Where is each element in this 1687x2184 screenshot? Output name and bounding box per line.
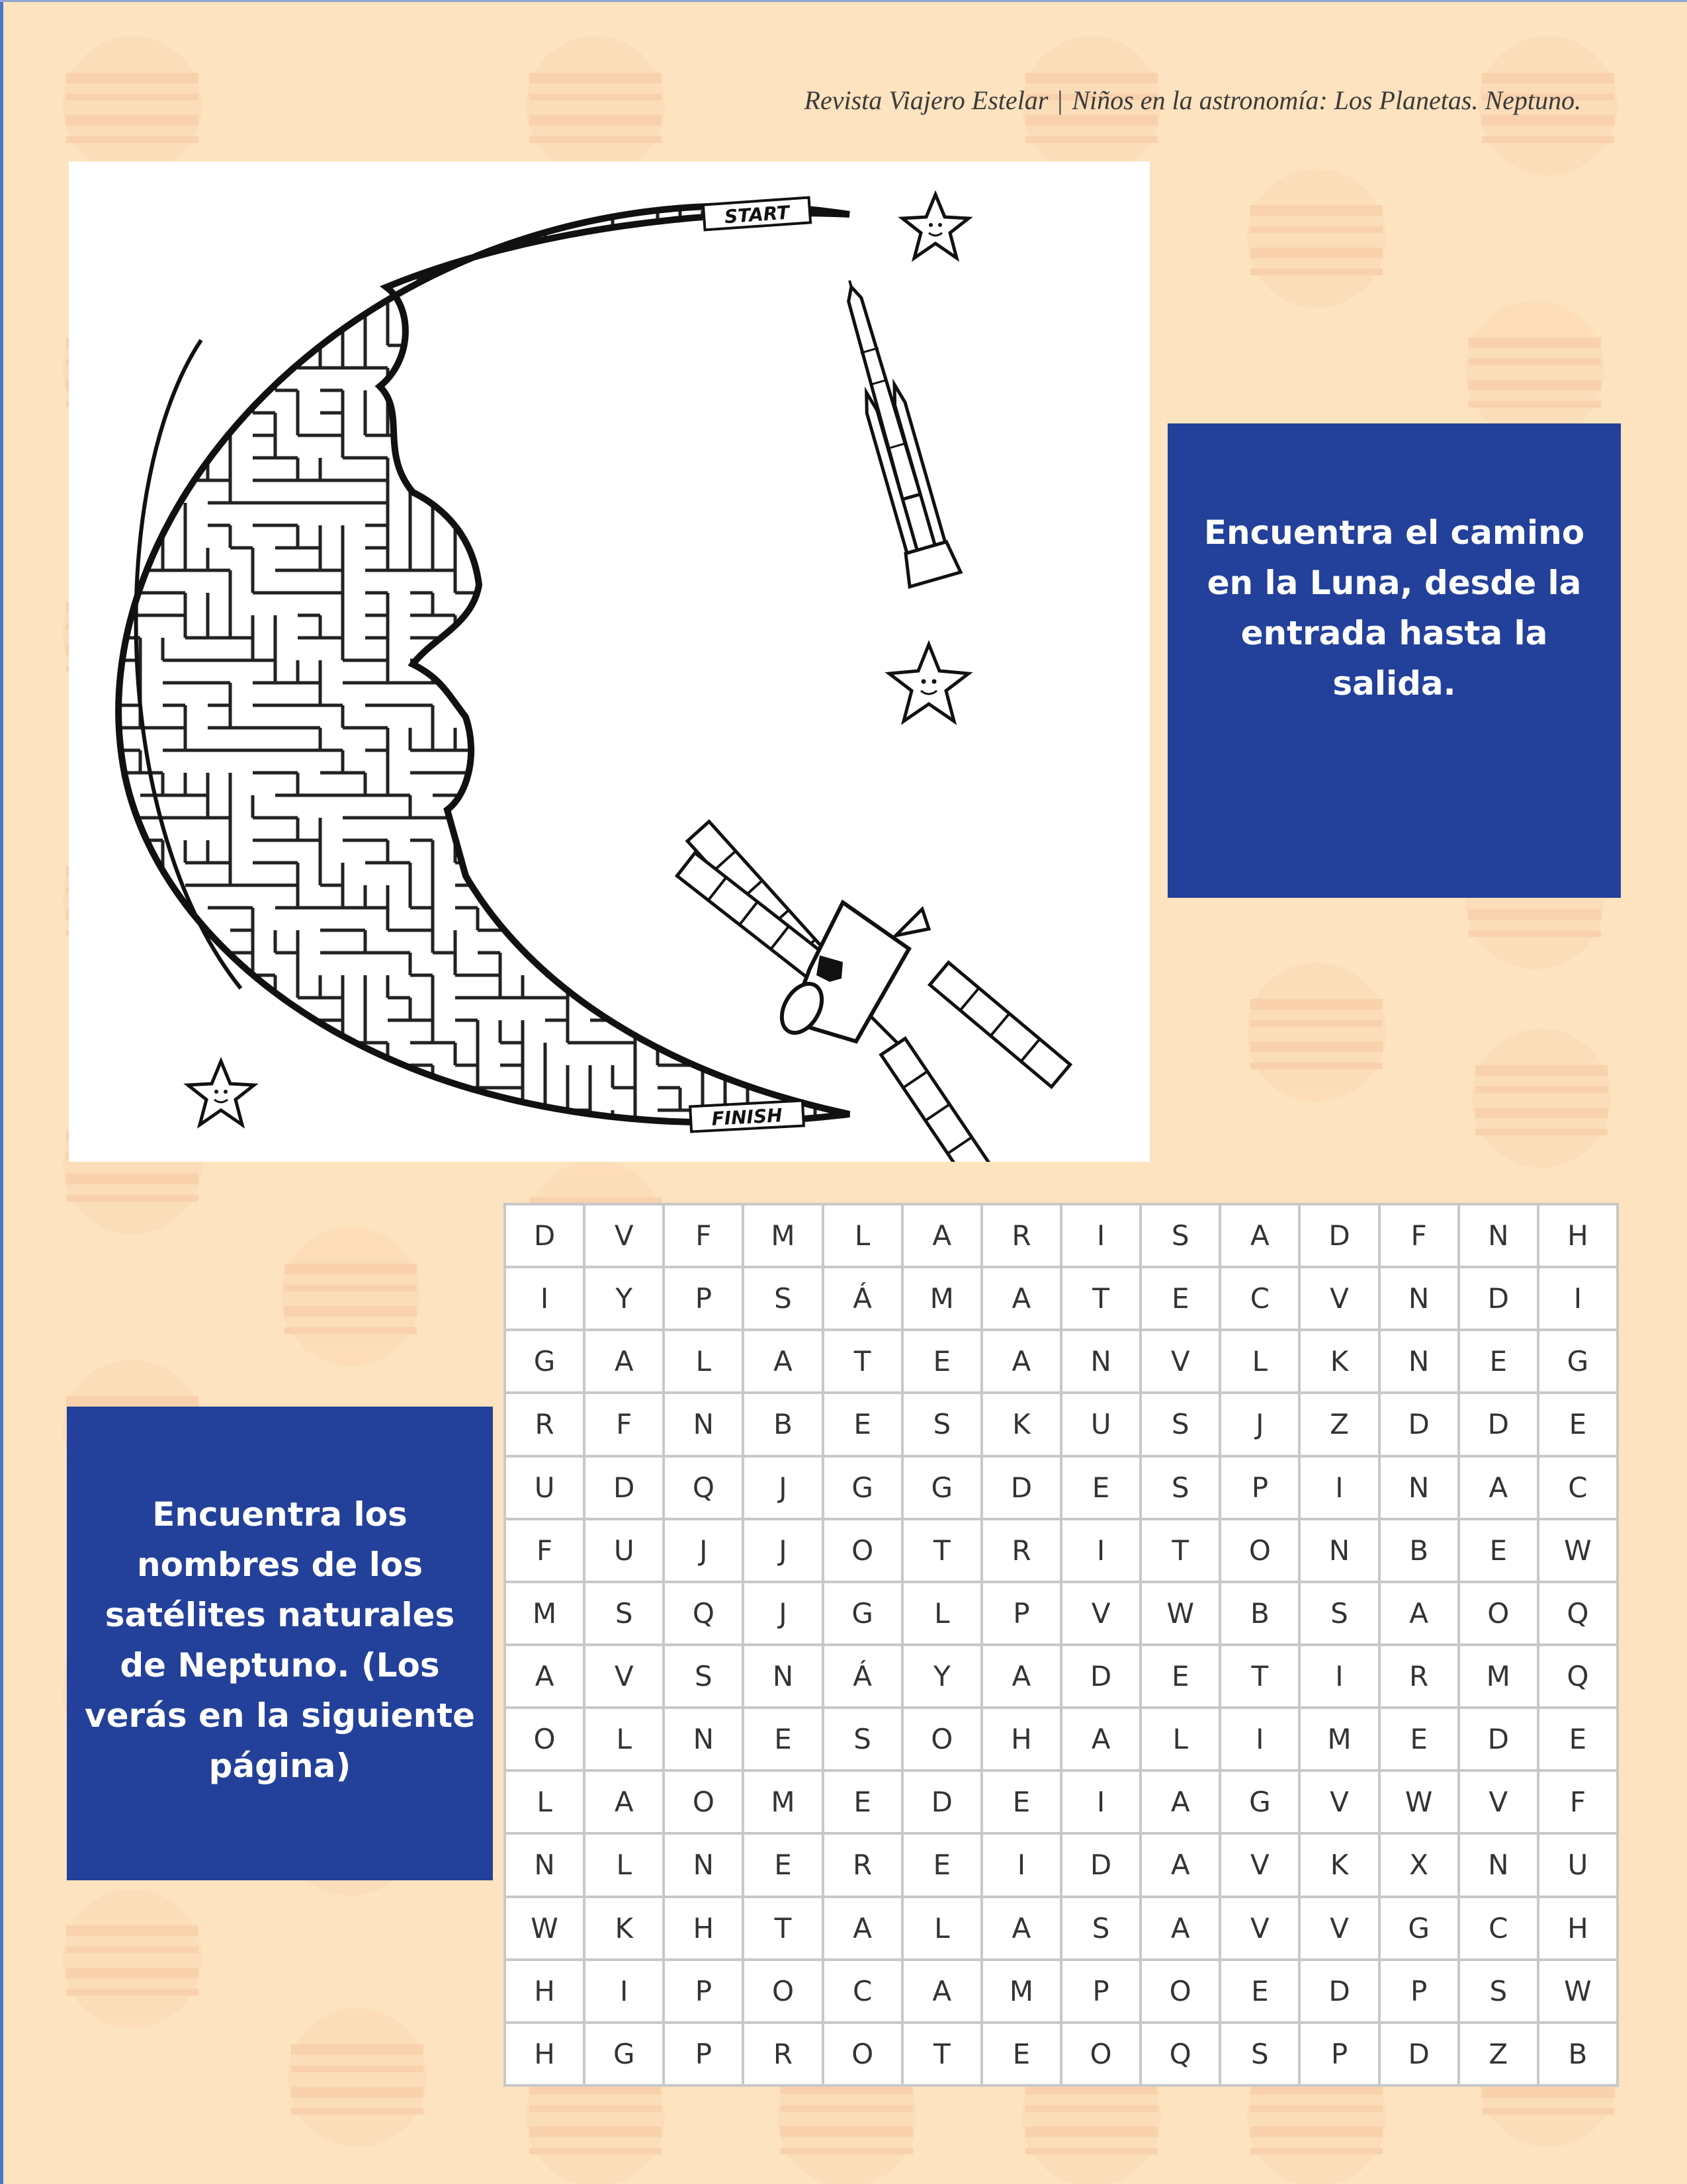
letter-cell[interactable]: A [585, 1772, 662, 1832]
letter-cell[interactable]: L [585, 1835, 662, 1895]
letter-cell[interactable]: E [744, 1835, 821, 1895]
letter-cell[interactable]: M [506, 1583, 583, 1643]
letter-cell[interactable]: E [1539, 1709, 1616, 1769]
letter-cell[interactable]: F [665, 1205, 742, 1266]
letter-cell[interactable]: F [506, 1520, 583, 1581]
letter-cell[interactable]: Y [585, 1268, 662, 1329]
letter-cell[interactable]: K [1301, 1835, 1377, 1895]
planet-decoration [1472, 1029, 1611, 1168]
letter-cell[interactable]: D [1381, 1394, 1457, 1454]
letter-cell[interactable]: P [665, 1961, 742, 2021]
letter-cell[interactable]: N [1381, 1458, 1457, 1518]
letter-cell[interactable]: K [585, 1898, 662, 1958]
letter-cell[interactable]: K [983, 1394, 1060, 1454]
letter-cell[interactable]: S [904, 1394, 980, 1454]
letter-cell[interactable]: Q [1539, 1646, 1616, 1706]
letter-cell[interactable]: L [824, 1205, 901, 1266]
letter-cell[interactable]: T [904, 1520, 980, 1581]
letter-cell[interactable]: D [1460, 1394, 1537, 1454]
letter-cell[interactable]: I [983, 1835, 1060, 1895]
letter-cell[interactable]: D [1381, 2024, 1457, 2084]
letter-cell[interactable]: M [744, 1772, 821, 1832]
letter-cell[interactable]: B [1539, 2024, 1616, 2084]
letter-cell[interactable]: P [1062, 1961, 1139, 2021]
letter-cell[interactable]: V [1062, 1583, 1139, 1643]
letter-cell[interactable]: E [1539, 1394, 1616, 1454]
letter-cell[interactable]: V [1221, 1835, 1298, 1895]
planet-decoration [288, 2008, 427, 2147]
moon-maze-drawing [69, 161, 1150, 1162]
letter-cell[interactable]: A [585, 1331, 662, 1391]
letter-cell[interactable]: I [585, 1961, 662, 2021]
word-search-instructions-box [67, 1407, 493, 1880]
letter-cell[interactable]: B [1381, 1520, 1457, 1581]
letter-cell[interactable]: O [506, 1709, 583, 1769]
letter-cell[interactable]: Á [824, 1646, 901, 1706]
letter-cell[interactable]: D [1301, 1205, 1377, 1266]
letter-cell[interactable]: M [904, 1268, 980, 1329]
letter-cell[interactable]: T [1062, 1268, 1139, 1329]
letter-cell[interactable]: A [1062, 1709, 1139, 1769]
star-bottom-left-icon [188, 1061, 254, 1125]
letter-cell[interactable]: R [983, 1205, 1060, 1266]
letter-cell[interactable]: A [904, 1961, 980, 2021]
letter-cell[interactable]: D [1301, 1961, 1377, 2021]
letter-cell[interactable]: P [1381, 1961, 1457, 2021]
letter-cell[interactable]: B [1221, 1583, 1298, 1643]
page-header [635, 85, 1581, 116]
letter-cell[interactable]: O [904, 1709, 980, 1769]
letter-cell[interactable]: S [665, 1646, 742, 1706]
letter-cell[interactable]: I [1062, 1772, 1139, 1832]
letter-cell[interactable]: E [1460, 1331, 1537, 1391]
letter-cell[interactable]: A [1142, 1772, 1219, 1832]
letter-cell[interactable]: T [744, 1898, 821, 1958]
letter-cell[interactable]: O [1142, 1961, 1219, 2021]
letter-cell[interactable]: Q [1142, 2024, 1219, 2084]
letter-cell[interactable]: S [1142, 1394, 1219, 1454]
letter-cell[interactable]: G [824, 1583, 901, 1643]
letter-cell[interactable]: U [1062, 1394, 1139, 1454]
letter-cell[interactable]: S [1221, 2024, 1298, 2084]
letter-cell[interactable]: P [983, 1583, 1060, 1643]
letter-cell[interactable]: D [585, 1458, 662, 1518]
letter-cell[interactable]: C [1539, 1458, 1616, 1518]
letter-cell[interactable]: M [1460, 1646, 1537, 1706]
letter-cell[interactable]: A [1381, 1583, 1457, 1643]
letter-cell[interactable]: L [585, 1709, 662, 1769]
letter-cell[interactable]: V [585, 1646, 662, 1706]
planet-decoration [281, 1227, 420, 1366]
letter-cell[interactable]: N [665, 1835, 742, 1895]
letter-cell[interactable]: U [585, 1520, 662, 1581]
letter-cell[interactable]: R [824, 1835, 901, 1895]
letter-cell[interactable]: A [983, 1646, 1060, 1706]
letter-cell[interactable]: Y [904, 1646, 980, 1706]
planet-decoration [63, 1889, 202, 2028]
letter-cell[interactable]: D [983, 1458, 1060, 1518]
letter-cell[interactable]: J [744, 1520, 821, 1581]
letter-cell[interactable]: D [1460, 1268, 1537, 1329]
finish-label-plate [690, 1101, 804, 1132]
letter-cell[interactable]: I [506, 1268, 583, 1329]
letter-cell[interactable]: E [983, 2024, 1060, 2084]
letter-cell[interactable]: L [1221, 1331, 1298, 1391]
letter-cell[interactable]: W [1539, 1961, 1616, 2021]
letter-cell[interactable]: N [1062, 1331, 1139, 1391]
letter-cell[interactable]: S [1142, 1458, 1219, 1518]
letter-cell[interactable]: J [665, 1520, 742, 1581]
letter-cell[interactable]: L [1142, 1709, 1219, 1769]
letter-cell[interactable]: Á [824, 1268, 901, 1329]
letter-cell[interactable]: Z [1301, 1394, 1377, 1454]
letter-cell[interactable]: N [1301, 1520, 1377, 1581]
planet-decoration [1247, 169, 1386, 308]
planet-decoration [1247, 963, 1386, 1102]
letter-cell[interactable]: E [904, 1835, 980, 1895]
letter-cell[interactable]: D [904, 1772, 980, 1832]
letter-cell[interactable]: L [904, 1898, 980, 1958]
letter-cell[interactable]: A [983, 1268, 1060, 1329]
letter-cell[interactable]: I [1301, 1646, 1377, 1706]
letter-cell[interactable]: H [1539, 1205, 1616, 1266]
maze-instructions-box [1168, 423, 1621, 898]
letter-cell[interactable]: N [506, 1835, 583, 1895]
letter-cell[interactable]: F [585, 1394, 662, 1454]
letter-cell[interactable]: W [1539, 1520, 1616, 1581]
magazine-title: Revista Viajero Estelar [804, 85, 1049, 115]
letter-cell[interactable]: E [983, 1772, 1060, 1832]
letter-cell[interactable]: N [1460, 1835, 1537, 1895]
letter-cell[interactable]: I [1062, 1205, 1139, 1266]
letter-cell[interactable]: S [585, 1583, 662, 1643]
rocket-icon [824, 273, 961, 587]
moon-outline [118, 206, 849, 1122]
letter-cell[interactable]: A [983, 1898, 1060, 1958]
letter-cell[interactable]: H [983, 1709, 1060, 1769]
letter-cell[interactable]: J [744, 1583, 821, 1643]
letter-cell[interactable]: C [1221, 1268, 1298, 1329]
letter-cell[interactable]: A [744, 1331, 821, 1391]
letter-cell[interactable]: M [1301, 1709, 1377, 1769]
letter-cell[interactable]: V [1142, 1331, 1219, 1391]
planet-decoration [63, 36, 202, 175]
letter-cell[interactable]: D [506, 1205, 583, 1266]
moon-maze-illustration [69, 161, 1150, 1162]
letter-cell[interactable]: U [506, 1458, 583, 1518]
letter-cell[interactable]: T [1142, 1520, 1219, 1581]
letter-cell[interactable]: X [1381, 1835, 1457, 1895]
star-middle-icon [889, 644, 969, 721]
letter-cell[interactable]: P [1221, 1458, 1298, 1518]
maze-finish-label: FINISH [711, 1104, 783, 1130]
letter-cell[interactable]: E [1381, 1709, 1457, 1769]
letter-cell[interactable]: A [1142, 1898, 1219, 1958]
maze-instructions-text: Encuentra el camino en la Luna, desde la entrada hasta la salida. [1203, 513, 1585, 703]
letter-cell[interactable]: O [1062, 2024, 1139, 2084]
letter-cell[interactable]: G [585, 2024, 662, 2084]
letter-cell[interactable]: L [506, 1772, 583, 1832]
letter-cell[interactable]: M [983, 1961, 1060, 2021]
letter-cell[interactable]: R [506, 1394, 583, 1454]
letter-cell[interactable]: N [1381, 1331, 1457, 1391]
section-title: Niños en la astronomía: Los Planetas. Neptuno. [1072, 85, 1581, 115]
letter-cell[interactable]: A [904, 1205, 980, 1266]
letter-cell[interactable]: K [1301, 1331, 1377, 1391]
letter-cell[interactable]: J [1221, 1394, 1298, 1454]
letter-cell[interactable]: C [824, 1961, 901, 2021]
letter-cell[interactable]: S [1301, 1583, 1377, 1643]
letter-cell[interactable]: E [744, 1709, 821, 1769]
letter-cell[interactable]: O [744, 1961, 821, 2021]
letter-cell[interactable]: B [744, 1394, 821, 1454]
letter-cell[interactable]: H [1539, 1898, 1616, 1958]
letter-cell[interactable]: Q [665, 1458, 742, 1518]
letter-cell[interactable]: T [904, 2024, 980, 2084]
letter-cell[interactable]: T [1221, 1646, 1298, 1706]
letter-cell[interactable]: I [1062, 1520, 1139, 1581]
letter-cell[interactable]: H [506, 1961, 583, 2021]
letter-cell[interactable]: P [1301, 2024, 1377, 2084]
letter-cell[interactable]: U [1539, 1835, 1616, 1895]
letter-cell[interactable]: D [1062, 1835, 1139, 1895]
letter-cell[interactable]: A [1460, 1458, 1537, 1518]
letter-cell[interactable]: N [1460, 1205, 1537, 1266]
letter-cell[interactable]: O [1460, 1583, 1537, 1643]
letter-cell[interactable]: G [1539, 1331, 1616, 1391]
letter-cell[interactable]: N [744, 1646, 821, 1706]
letter-cell[interactable]: C [1460, 1898, 1537, 1958]
letter-cell[interactable]: E [1142, 1646, 1219, 1706]
letter-cell[interactable]: E [1460, 1520, 1537, 1581]
letter-cell[interactable]: W [1381, 1772, 1457, 1832]
letter-cell[interactable]: G [506, 1331, 583, 1391]
letter-cell[interactable]: H [665, 1898, 742, 1958]
letter-cell[interactable]: G [1221, 1772, 1298, 1832]
letter-cell[interactable]: A [506, 1646, 583, 1706]
letter-cell[interactable]: M [744, 1205, 821, 1266]
letter-cell[interactable]: N [1381, 1268, 1457, 1329]
letter-cell[interactable]: O [1221, 1520, 1298, 1581]
letter-cell[interactable]: Q [1539, 1583, 1616, 1643]
letter-cell[interactable]: S [824, 1709, 901, 1769]
letter-cell[interactable]: F [1539, 1772, 1616, 1832]
letter-cell[interactable]: I [1301, 1458, 1377, 1518]
letter-cell[interactable]: V [1221, 1898, 1298, 1958]
letter-cell[interactable]: V [1460, 1772, 1537, 1832]
word-search-instructions-text: Encuentra los nombres de los satélites naturales de Neptuno. (Los verás en la siguiente página) [84, 1495, 475, 1785]
letter-cell[interactable]: G [1381, 1898, 1457, 1958]
letter-cell[interactable]: Z [1460, 2024, 1537, 2084]
letter-cell[interactable]: R [983, 1520, 1060, 1581]
letter-cell[interactable]: E [824, 1394, 901, 1454]
letter-cell[interactable]: W [1142, 1583, 1219, 1643]
letter-cell[interactable]: I [1221, 1709, 1298, 1769]
letter-cell[interactable]: E [1062, 1458, 1139, 1518]
letter-cell[interactable]: I [1539, 1268, 1616, 1329]
letter-cell[interactable]: D [1062, 1646, 1139, 1706]
letter-cell[interactable]: A [1142, 1835, 1219, 1895]
letter-cell[interactable]: N [665, 1394, 742, 1454]
letter-cell[interactable]: A [1221, 1205, 1298, 1266]
letter-cell[interactable]: W [506, 1898, 583, 1958]
letter-cell[interactable]: J [744, 1458, 821, 1518]
letter-cell[interactable]: V [585, 1205, 662, 1266]
letter-cell[interactable]: S [1142, 1205, 1219, 1266]
letter-cell[interactable]: L [665, 1331, 742, 1391]
letter-cell[interactable]: G [824, 1458, 901, 1518]
letter-cell[interactable]: S [1460, 1961, 1537, 2021]
letter-cell[interactable]: T [824, 1331, 901, 1391]
letter-cell[interactable]: V [1301, 1772, 1377, 1832]
letter-cell[interactable]: V [1301, 1898, 1377, 1958]
letter-cell[interactable]: O [665, 1772, 742, 1832]
letter-cell[interactable]: R [744, 2024, 821, 2084]
letter-cell[interactable]: E [824, 1772, 901, 1832]
start-label-plate [703, 197, 810, 230]
letter-cell[interactable]: L [904, 1583, 980, 1643]
letter-cell[interactable]: F [1381, 1205, 1457, 1266]
letter-cell[interactable]: E [1142, 1268, 1219, 1329]
letter-cell[interactable]: E [1221, 1961, 1298, 2021]
word-search-grid [503, 1203, 1619, 2087]
letter-cell[interactable]: E [904, 1331, 980, 1391]
star-top-right-icon [902, 195, 969, 258]
letter-cell[interactable]: O [824, 2024, 901, 2084]
letter-cell[interactable]: G [904, 1458, 980, 1518]
letter-cell[interactable]: P [665, 2024, 742, 2084]
letter-cell[interactable]: O [824, 1520, 901, 1581]
letter-cell[interactable]: A [824, 1898, 901, 1958]
header-separator: | [1057, 85, 1063, 115]
letter-cell[interactable]: R [1381, 1646, 1457, 1706]
maze-start-label: START [723, 201, 791, 228]
letter-cell[interactable]: S [1062, 1898, 1139, 1958]
planet-decoration [1465, 301, 1604, 440]
letter-cell[interactable]: N [665, 1709, 742, 1769]
letter-cell[interactable]: D [1460, 1709, 1537, 1769]
letter-cell[interactable]: H [506, 2024, 583, 2084]
letter-cell[interactable]: Q [665, 1583, 742, 1643]
letter-cell[interactable]: V [1301, 1268, 1377, 1329]
letter-cell[interactable]: P [665, 1268, 742, 1329]
letter-cell[interactable]: A [983, 1331, 1060, 1391]
letter-cell[interactable]: S [744, 1268, 821, 1329]
